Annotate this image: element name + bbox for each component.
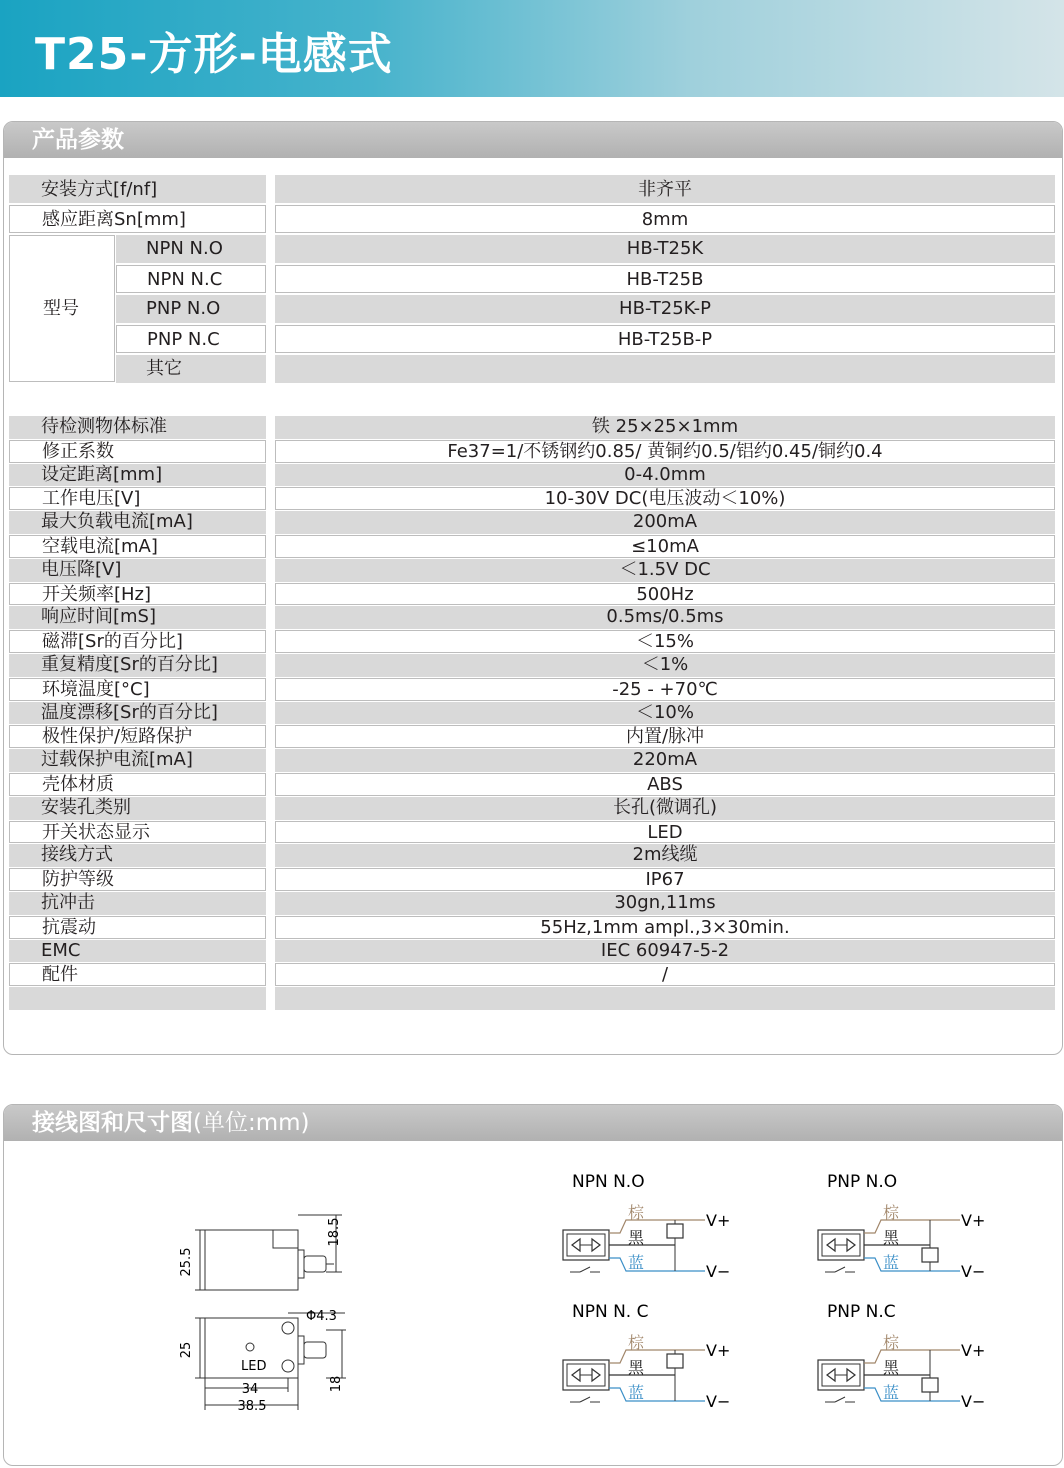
- vminus-label: V−: [706, 1392, 731, 1411]
- wire-black-label: 黑: [883, 1358, 900, 1377]
- spec-label: 待检测物体标准: [9, 416, 266, 439]
- dimension-drawing: [160, 1210, 360, 1420]
- spec-value: 500Hz: [275, 583, 1055, 606]
- spec-label: 响应时间[mS]: [9, 606, 266, 629]
- model-value: HB-T25B-P: [275, 325, 1055, 353]
- spec-label: 修正系数: [9, 440, 266, 463]
- vplus-label: V+: [706, 1211, 731, 1230]
- spec-value: ＜1.5V DC: [275, 559, 1055, 582]
- spec-label: 环境温度[°C]: [9, 678, 266, 701]
- spec-label: 开关频率[Hz]: [9, 583, 266, 606]
- spec-value: LED: [275, 821, 1055, 844]
- spec-label: 抗冲击: [9, 892, 266, 915]
- wiring-section-title: [4, 1105, 1062, 1141]
- wiring-title: 接线图和尺寸图: [32, 1110, 193, 1136]
- spec-label: 壳体材质: [9, 773, 266, 796]
- model-value: HB-T25B: [275, 265, 1055, 293]
- spec-value: ABS: [275, 773, 1055, 796]
- spec-value: 200mA: [275, 511, 1055, 534]
- spec-label: 安装孔类别: [9, 797, 266, 820]
- spec-value: 10-30V DC(电压波动＜10%): [275, 487, 1055, 510]
- model-type: NPN N.O: [116, 235, 266, 263]
- wire-black-label: 黑: [628, 1228, 645, 1247]
- spec-label: 工作电压[V]: [9, 487, 266, 510]
- spec-value: ＜10%: [275, 702, 1055, 725]
- spec-label: [9, 987, 266, 1010]
- wire-blue-label: 蓝: [628, 1253, 645, 1272]
- distance-value: 8mm: [275, 205, 1055, 233]
- dim-h4: 18: [329, 1375, 344, 1393]
- wiring-title: NPN N. C: [572, 1302, 649, 1322]
- wire-brown-label: 棕: [883, 1203, 900, 1222]
- spec-value: 55Hz,1mm ampl.,3×30min.: [275, 916, 1055, 939]
- model-type: PNP N.O: [116, 295, 266, 323]
- spec-value: ＜1%: [275, 654, 1055, 677]
- wire-black-label: 黑: [883, 1228, 900, 1247]
- dim-h3: 25: [179, 1341, 194, 1359]
- spec-label: 温度漂移[Sr的百分比]: [9, 702, 266, 725]
- spec-value: 长孔(微调孔): [275, 797, 1055, 820]
- spec-label: 电压降[V]: [9, 559, 266, 582]
- wiring-title: PNP N.C: [827, 1302, 896, 1322]
- spec-label: 最大负载电流[mA]: [9, 511, 266, 534]
- spec-value: ≤10mA: [275, 535, 1055, 558]
- spec-value: 内置/脉冲: [275, 725, 1055, 748]
- spec-label: 接线方式: [9, 844, 266, 867]
- dim-h1: 25.5: [179, 1247, 194, 1277]
- spec-value: 30gn,11ms: [275, 892, 1055, 915]
- wiring-pnp-nc: [815, 1298, 1035, 1418]
- wire-blue-label: 蓝: [628, 1383, 645, 1402]
- spec-value: IEC 60947-5-2: [275, 940, 1055, 963]
- spec-label: 极性保护/短路保护: [9, 725, 266, 748]
- spec-label: 过载保护电流[mA]: [9, 749, 266, 772]
- vminus-label: V−: [961, 1262, 986, 1281]
- params-section-title: 产品参数: [4, 122, 1062, 158]
- wire-brown-label: 棕: [883, 1333, 900, 1352]
- spec-value: 220mA: [275, 749, 1055, 772]
- spec-label: 抗震动: [9, 916, 266, 939]
- spec-label: 开关状态显示: [9, 821, 266, 844]
- wiring-title: NPN N.O: [572, 1172, 645, 1192]
- spec-value: [275, 987, 1055, 1010]
- wiring-pnp-no: [815, 1168, 1035, 1288]
- mount-label: 安装方式[f/nf]: [9, 175, 266, 203]
- spec-value: Fe37=1/不锈钢约0.85/ 黄铜约0.5/铝约0.45/铜约0.4: [275, 440, 1055, 463]
- dim-led: LED: [241, 1359, 267, 1374]
- wire-brown-label: 棕: [628, 1203, 645, 1222]
- spec-value: /: [275, 963, 1055, 986]
- wiring-npn-no: [560, 1168, 780, 1288]
- spec-label: 空载电流[mA]: [9, 535, 266, 558]
- vminus-label: V−: [961, 1392, 986, 1411]
- spec-value: -25 - +70℃: [275, 678, 1055, 701]
- wiring-title: PNP N.O: [827, 1172, 898, 1192]
- dim-w1: 34: [241, 1382, 259, 1397]
- distance-label: 感应距离Sn[mm]: [9, 205, 266, 233]
- wire-black-label: 黑: [628, 1358, 645, 1377]
- vplus-label: V+: [961, 1211, 986, 1230]
- spec-value: 2m线缆: [275, 844, 1055, 867]
- spec-value: 0-4.0mm: [275, 464, 1055, 487]
- spec-value: 铁 25×25×1mm: [275, 416, 1055, 439]
- vplus-label: V+: [706, 1341, 731, 1360]
- wiring-npn-nc: [560, 1298, 780, 1418]
- dim-h2: 18.5: [327, 1217, 342, 1247]
- model-label: 型号: [43, 298, 79, 319]
- spec-value: ＜15%: [275, 630, 1055, 653]
- spec-label: 设定距离[mm]: [9, 464, 266, 487]
- title-banner: [0, 0, 1064, 97]
- model-label-cell: [9, 235, 115, 382]
- vminus-label: V−: [706, 1262, 731, 1281]
- wire-brown-label: 棕: [628, 1333, 645, 1352]
- spec-label: 配件: [9, 963, 266, 986]
- vplus-label: V+: [961, 1341, 986, 1360]
- spec-label: EMC: [9, 940, 266, 963]
- spec-label: 重复精度[Sr的百分比]: [9, 654, 266, 677]
- page-title: T25-方形-电感式: [35, 29, 393, 80]
- spec-value: IP67: [275, 868, 1055, 891]
- mount-value: 非齐平: [275, 175, 1055, 203]
- wire-blue-label: 蓝: [883, 1383, 900, 1402]
- model-value: HB-T25K: [275, 235, 1055, 263]
- model-value: HB-T25K-P: [275, 295, 1055, 323]
- spec-value: 0.5ms/0.5ms: [275, 606, 1055, 629]
- wire-blue-label: 蓝: [883, 1253, 900, 1272]
- model-type: PNP N.C: [116, 325, 266, 353]
- spec-label: 防护等级: [9, 868, 266, 891]
- spec-label: 磁滞[Sr的百分比]: [9, 630, 266, 653]
- model-type: 其它: [116, 355, 266, 383]
- model-value: [275, 355, 1055, 383]
- dim-w2: 38.5: [237, 1399, 267, 1414]
- dim-hole: Φ4.3: [306, 1309, 337, 1324]
- model-type: NPN N.C: [116, 265, 266, 293]
- wiring-unit: (单位:mm): [193, 1110, 310, 1136]
